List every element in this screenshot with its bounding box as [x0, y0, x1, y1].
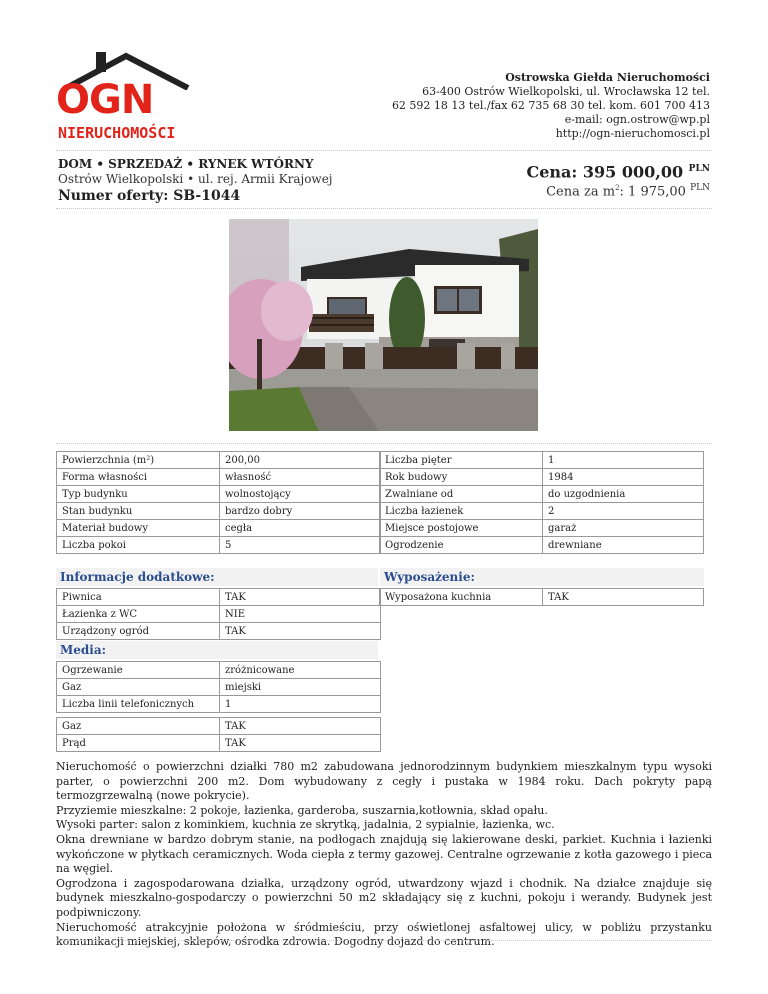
offer-number: Numer oferty: SB-1044 [58, 188, 241, 204]
media-table [56, 661, 381, 713]
param-label: Ogrodzenie [380, 537, 543, 554]
ogn-logo [56, 50, 216, 145]
table-row [57, 606, 381, 623]
table-row [57, 735, 381, 752]
description-paragraph: Okna drewniane w bardzo dobrym stanie, na podłogach znajdują się lakierowane deski, parkiet. Kuchnia i łazienki wykończone w płytkach ceramicznych. Woda ciepła z termy gazowej. Centralne ogrzewanie z kotła gazowego i pieca na węgiel. [56, 832, 712, 876]
param-value: bardzo dobry [220, 503, 381, 520]
price-per-m2-value: : 1 975,00 [619, 184, 686, 200]
param-label: Materiał budowy [57, 520, 220, 537]
param-label: Miejsce postojowe [380, 520, 543, 537]
logo-sub-text: NIERUCHOMOŚCI [58, 124, 176, 142]
info-table [56, 588, 381, 640]
param-value: własność [220, 469, 381, 486]
description-paragraph: Nieruchomość atrakcyjnie położona w śródmieściu, przy oświetlonej asfaltowej ulicy, w pobliżu przystanku komunikacji miejskiej, sklepów, ośrodka zdrowia. Dogodny dojazd do centrum. [56, 920, 712, 949]
agency-email[interactable]: e-mail: ogn.ostrow@wp.pl [564, 113, 710, 126]
param-value: 200,00 [220, 452, 381, 469]
price-per-m2-currency: PLN [690, 183, 710, 194]
agency-url[interactable]: http://ogn-nieruchomosci.pl [555, 127, 710, 140]
table-row [57, 623, 381, 640]
table-row [57, 486, 381, 503]
param-label: Prąd [57, 735, 220, 752]
table-row [380, 537, 704, 554]
divider [56, 940, 712, 941]
equipment-section-title: Wyposażenie: [380, 568, 704, 586]
price-per-m2-sup: 2 [615, 184, 620, 193]
params-table-right [379, 451, 704, 554]
param-value: TAK [220, 735, 381, 752]
price-currency: PLN [688, 164, 710, 174]
param-label: Gaz [57, 718, 220, 735]
agency-address: 63-400 Ostrów Wielkopolski, ul. Wrocławska 12 tel. [422, 85, 710, 98]
params-table-left [56, 451, 381, 554]
description-paragraph: Nieruchomość o powierzchni działki 780 m2 zabudowana jednorodzinnym budynkiem mieszkalnym typu wysoki parter, o powierzchni 200 m2. Dom wybudowany z cegły i pustaka w 1984 roku. Dach pokryty papą termozgrzewalną (nowe pokrycie). [56, 760, 712, 803]
param-value: 2 [543, 503, 704, 520]
param-value: 1 [543, 452, 704, 469]
table-row [57, 520, 381, 537]
param-label: Stan budynku [57, 503, 220, 520]
param-label: Liczba linii telefonicznych [57, 696, 220, 713]
table-row [57, 452, 381, 469]
media-section-title: Media: [56, 641, 378, 659]
param-value: miejski [220, 679, 381, 696]
param-value: wolnostojący [220, 486, 381, 503]
table-row [380, 503, 704, 520]
table-row [380, 486, 704, 503]
table-row [380, 589, 704, 606]
param-value: garaż [543, 520, 704, 537]
table-row [57, 679, 381, 696]
description-paragraph: Przyziemie mieszkalne: 2 pokoje, łazienka, garderoba, suszarnia,kotłownia, skład opału. [56, 803, 548, 817]
divider [56, 443, 712, 444]
param-value: TAK [220, 589, 381, 606]
param-label: Rok budowy [380, 469, 543, 486]
agency-phones: 62 592 18 13 tel./fax 62 735 68 30 tel. kom. 601 700 413 [391, 99, 710, 112]
divider [56, 150, 712, 151]
offer-price [527, 160, 711, 200]
param-label: Liczba łazienek [380, 503, 543, 520]
param-value: 5 [220, 537, 381, 554]
agency-name: Ostrowska Giełda Nieruchomości [505, 71, 710, 84]
description-paragraph: Wysoki parter: salon z kominkiem, kuchnia ze skrytką, jadalnia, 2 sypialnie, łazienka, wc. [56, 818, 555, 832]
param-value: do uzgodnienia [543, 486, 704, 503]
param-label: Łazienka z WC [57, 606, 220, 623]
table-row [57, 537, 381, 554]
media-table-b [56, 717, 381, 752]
param-label: Liczba pokoi [57, 537, 220, 554]
param-label: Powierzchnia (m²) [57, 452, 220, 469]
param-label: Forma własności [57, 469, 220, 486]
param-value: cegła [220, 520, 381, 537]
offer-location: Ostrów Wielkopolski • ul. rej. Armii Krajowej [58, 172, 333, 186]
info-section-title: Informacje dodatkowe: [56, 568, 378, 586]
param-value: TAK [543, 589, 704, 606]
table-row [380, 469, 704, 486]
table-row [57, 662, 381, 679]
description-paragraph: Ogrodzona i zagospodarowana działka, urządzony ogród, utwardzony wjazd i chodnik. Na działce znajduje się budynek mieszkalno-gospodarczy o powierzchni 50 m2 składający się z kuchni, pokoju i werandy. Budynek jest podpiwniczony. [56, 876, 712, 919]
param-label: Wyposażona kuchnia [380, 589, 543, 606]
table-row [57, 589, 381, 606]
logo-main-text: OGN [56, 77, 154, 123]
divider [56, 208, 712, 209]
param-label: Typ budynku [57, 486, 220, 503]
table-row [57, 503, 381, 520]
param-value: 1 [220, 696, 381, 713]
property-photo [229, 219, 538, 431]
param-label: Gaz [57, 679, 220, 696]
param-value: TAK [220, 718, 381, 735]
table-row [57, 469, 381, 486]
param-value: zróżnicowane [220, 662, 381, 679]
agency-contact [392, 71, 710, 141]
table-row [57, 696, 381, 713]
param-label: Liczba pięter [380, 452, 543, 469]
param-value: TAK [220, 623, 381, 640]
param-value: NIE [220, 606, 381, 623]
param-label: Ogrzewanie [57, 662, 220, 679]
price-per-m2-label: Cena za m [546, 184, 616, 200]
param-value: drewniane [543, 537, 704, 554]
param-label: Piwnica [57, 589, 220, 606]
equipment-table [379, 588, 704, 606]
offer-type: DOM • SPRZEDAŻ • RYNEK WTÓRNY [58, 157, 314, 171]
table-row [380, 520, 704, 537]
table-row [57, 718, 381, 735]
price-value: Cena: 395 000,00 [526, 162, 684, 182]
param-value: 1984 [543, 469, 704, 486]
table-row [380, 452, 704, 469]
offer-description [56, 760, 712, 950]
offer-heading [58, 157, 333, 205]
param-label: Zwalniane od [380, 486, 543, 503]
param-label: Urządzony ogród [57, 623, 220, 640]
